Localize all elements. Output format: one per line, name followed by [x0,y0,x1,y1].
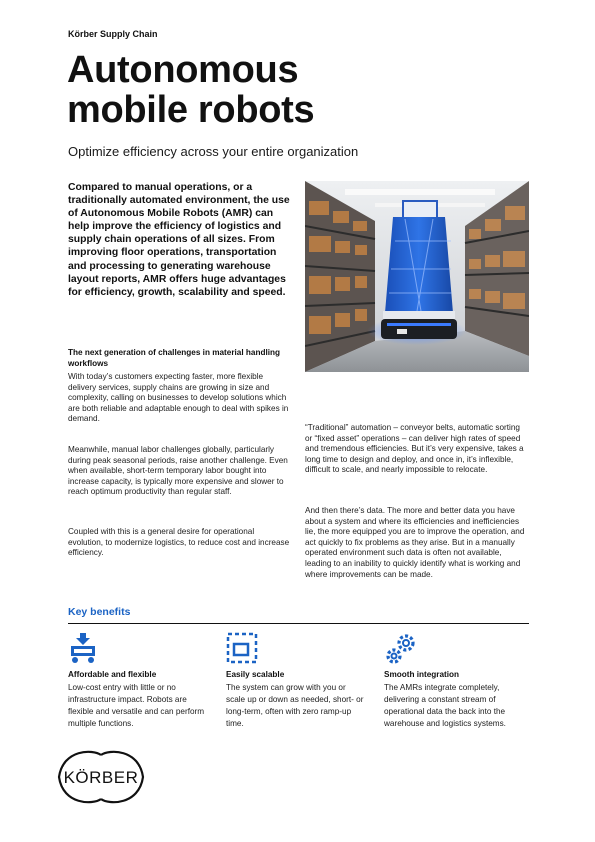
korber-logo [55,749,147,805]
benefit-2-title: Easily scalable [226,670,285,679]
title-line-2: mobile robots [67,89,315,131]
body-paragraph-2: Meanwhile, manual labor challenges globally, particularly during peak seasonal periods, raise another challenge. Even when available, short-term temporary labor bought into increase capacity, is typically more expensive and slower to reach optimum productivity than regular staff. [68,445,288,497]
body-paragraph-4: “Traditional” automation – conveyor belts, automatic sorting or “fixed asset” operations – can deliver high rates of speed and tremendous efficiencies. But it’s very expensive, takes a long time to design and deploy, and once in, it’s inflexible, difficult to scale, and nearly impossible to relocate. [305,423,524,475]
benefit-2-text: The system can grow with you or scale up or down as needed, short- or long-term, often with zero ramp-up time. [226,683,364,728]
robot-photo [305,181,529,372]
page-title [67,50,314,130]
brand-label: Körber Supply Chain [68,29,158,39]
body-paragraph-1: With today’s customers expecting faster, more flexible delivery services, supply chains are growing in size and complexity, calling on businesses to develop solutions which are both reliable and adaptable enough to deal with spikes in demand. [68,372,289,424]
benefit-1-title: Affordable and flexible [68,670,157,679]
benefit-3-title: Smooth integration [384,670,460,679]
expand-window-icon [226,632,260,666]
benefit-3-text: The AMRs integrate completely, delivering a constant stream of operational data the back into the warehouse and logistics systems. [384,683,506,728]
body-paragraph-5: And then there’s data. The more and better data you have about a system and where its efficiencies and inefficiencies lie, the more equipped you are to improve the operation, and act quickly to fix problems as they arise. But in a manually operated environment such data is often not available, leading to an inability to quickly identify what is working and where improvements can be made. [305,506,525,579]
body-paragraph-3: Coupled with this is a general desire for operational evolution, to modernize logistics, to reduce cost and increase efficiency. [68,527,290,558]
section-heading: The next generation of challenges in material handling workflows [68,348,281,368]
title-line-1: Autonomous [67,49,299,91]
intro-paragraph: Compared to manual operations, or a traditionally automated environment, the use of Autonomous Mobile Robots (AMR) can help improve the efficiency of logistics and supply chain operations of all sizes. From improving floor operations, transportation and processing to generating warehouse layout reports, AMR offers huge advantages for efficiency, growth, scalability and speed. [68,182,290,298]
gears-icon [384,632,418,666]
forklift-pallet-icon [68,632,102,666]
key-benefits-title: Key benefits [68,606,131,618]
page-subtitle: Optimize efficiency across your entire organization [68,144,359,159]
benefit-1-text: Low-cost entry with little or no infrastructure impact. Robots are flexible and versatile and can perform multiple functions. [68,683,205,728]
key-benefits-divider [68,623,529,624]
logo-text: KÖRBER [63,768,139,787]
